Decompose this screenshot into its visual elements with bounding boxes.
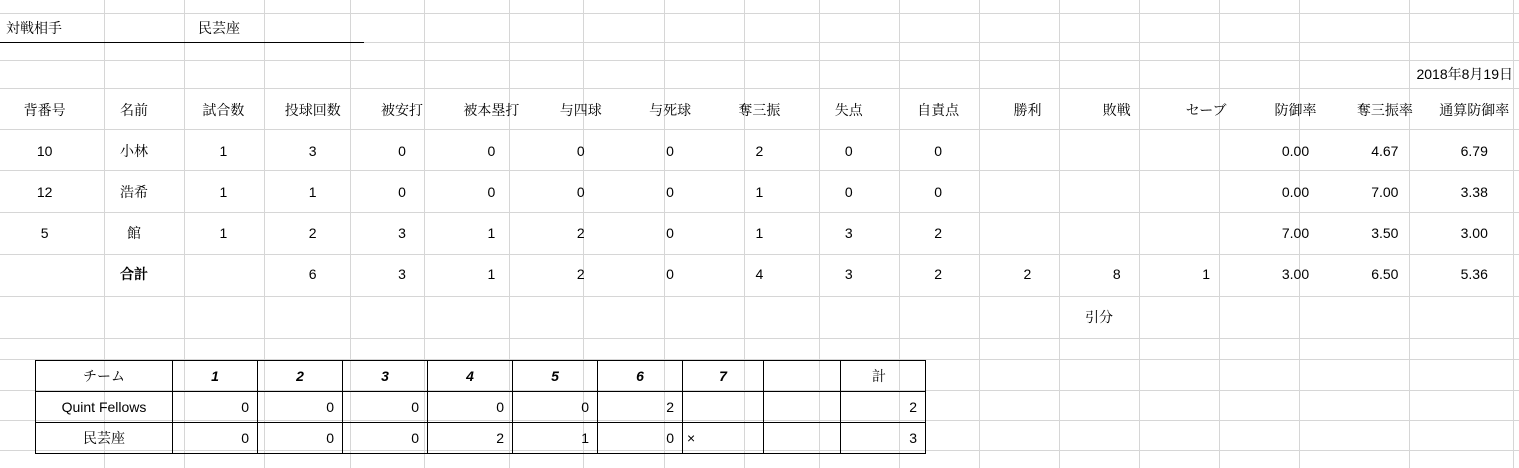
column-header-inning-4: 4 (428, 361, 513, 392)
cell-strikeouts: 4 (755, 265, 764, 282)
cell-runs: 3 (844, 265, 853, 282)
cell-losses (1072, 212, 1161, 253)
cell-innings: 2 (308, 224, 317, 241)
cell-name: 浩希 (120, 183, 149, 200)
cell-inning-4-score: 2 (428, 423, 513, 454)
cell-inning-3-score: 0 (343, 392, 428, 423)
cell-homeruns: 1 (487, 224, 496, 241)
column-header-inning-3: 3 (343, 361, 428, 392)
cell-homeruns: 0 (487, 142, 496, 159)
cell-hit-by-pitch: 0 (666, 183, 674, 200)
column-header-inning-7: 7 (683, 361, 764, 392)
cell-strikeout-rate: 3.50 (1371, 224, 1399, 241)
cell-strikeouts: 2 (755, 142, 764, 159)
gridline (0, 296, 1519, 297)
column-header-earned-runs: 自責点 (917, 101, 960, 118)
cell-inning-2-score: 0 (258, 392, 343, 423)
column-header-wins: 勝利 (1013, 101, 1042, 118)
cell-hit-by-pitch: 0 (666, 265, 674, 282)
cell-name: 館 (127, 224, 142, 241)
column-header-homeruns-allowed: 被本塁打 (463, 101, 520, 118)
cell-inning-1-score: 0 (173, 423, 258, 454)
cell-team-name: Quint Fellows (36, 392, 173, 423)
cell-hit-by-pitch: 0 (666, 224, 674, 241)
cell-wins (983, 171, 1072, 212)
pitching-stats-table (0, 89, 1519, 294)
table-row (0, 130, 1519, 171)
cell-inning-4-score: 0 (428, 392, 513, 423)
linescore-table (35, 360, 926, 454)
cell-walks: 2 (576, 224, 585, 241)
cell-inning-6-score: 0 (598, 423, 683, 454)
opponent-row (0, 14, 364, 43)
cell-team-name: 民芸座 (36, 423, 173, 454)
column-header-name: 名前 (120, 101, 149, 118)
cell-wins: 2 (1023, 265, 1032, 282)
table-row (36, 423, 926, 454)
opponent-label: 対戦相手 (0, 14, 110, 43)
cell-inning-2-score: 0 (258, 423, 343, 454)
cell-earned-runs: 2 (934, 265, 942, 282)
cell-innings: 3 (308, 142, 317, 159)
cell-homeruns: 1 (487, 265, 496, 282)
gridline (0, 338, 1519, 339)
cell-hit-by-pitch: 0 (666, 142, 674, 159)
cell-era: 0.00 (1281, 183, 1310, 200)
cell-inning-1-score: 0 (173, 392, 258, 423)
cell-runs: 3 (844, 224, 853, 241)
cell-losses (1072, 171, 1161, 212)
column-header-hit-by-pitch: 与死球 (649, 101, 692, 118)
column-header-total: 計 (841, 361, 926, 392)
table-row (0, 212, 1519, 253)
column-header-runs: 失点 (834, 101, 863, 118)
cell-inning-7-score (683, 392, 764, 423)
cell-inning-7-score: × (683, 423, 764, 454)
cell-strikeout-rate: 7.00 (1371, 183, 1399, 200)
cell-saves (1161, 212, 1250, 253)
cell-inning-5-score: 1 (513, 423, 598, 454)
cell-hits-allowed: 3 (398, 265, 406, 282)
cell-uniform-number: 5 (40, 224, 49, 241)
cell-innings: 1 (308, 183, 317, 200)
column-header-strikeout-rate: 奪三振率 (1356, 101, 1413, 118)
cell-losses: 8 (1112, 265, 1121, 282)
table-row (0, 14, 364, 43)
column-header-inning-5: 5 (513, 361, 598, 392)
cell-walks: 0 (576, 142, 585, 159)
cell-era: 7.00 (1281, 224, 1310, 241)
column-header-inning-1: 1 (173, 361, 258, 392)
cell-name: 小林 (120, 142, 149, 159)
cell-earned-runs: 2 (934, 224, 942, 241)
cell-era: 3.00 (1281, 265, 1310, 282)
cell-games: 1 (219, 183, 228, 200)
cell-hits-allowed: 0 (398, 142, 406, 159)
cell-uniform-number (0, 253, 89, 294)
cell-games (179, 253, 268, 294)
column-header-inning-6: 6 (598, 361, 683, 392)
cell-inning-5-score: 0 (513, 392, 598, 423)
cell-career-era: 3.38 (1460, 183, 1488, 200)
table-total-row (0, 253, 1519, 294)
column-header-team: チーム (36, 361, 173, 392)
cell-inning-3-score: 0 (343, 423, 428, 454)
column-header-games: 試合数 (202, 101, 245, 118)
cell-total-score: 3 (841, 423, 926, 454)
cell-career-era: 5.36 (1460, 265, 1488, 282)
cell-losses (1072, 130, 1161, 171)
table-row (36, 392, 926, 423)
cell-saves (1161, 130, 1250, 171)
column-header-innings: 投球回数 (284, 101, 341, 118)
cell-blank (764, 392, 841, 423)
cell-uniform-number: 12 (36, 183, 53, 200)
column-header-era: 防御率 (1274, 101, 1317, 118)
cell-hits-allowed: 3 (398, 224, 406, 241)
cell-saves (1161, 171, 1250, 212)
game-date: 2018年8月19日 (1416, 66, 1513, 82)
cell-total-label: 合計 (120, 265, 149, 282)
opponent-blank (110, 14, 190, 43)
draws-label: 引分 (1085, 309, 1113, 325)
cell-strikeout-rate: 6.50 (1371, 265, 1399, 282)
cell-earned-runs: 0 (934, 142, 942, 159)
cell-career-era: 6.79 (1460, 142, 1488, 159)
column-header-saves: セーブ (1185, 101, 1227, 118)
column-header-career-era: 通算防御率 (1439, 101, 1510, 118)
table-header-row (36, 361, 926, 392)
cell-hits-allowed: 0 (398, 183, 406, 200)
opponent-name[interactable]: 民芸座 (190, 14, 364, 43)
column-header-strikeouts: 奪三振 (738, 101, 781, 118)
cell-uniform-number: 10 (36, 142, 53, 159)
cell-wins (983, 212, 1072, 253)
cell-homeruns: 0 (487, 183, 496, 200)
cell-walks: 2 (576, 265, 585, 282)
cell-games: 1 (219, 142, 228, 159)
cell-strikeouts: 1 (755, 224, 764, 241)
cell-strikeouts: 1 (755, 183, 764, 200)
column-header-blank (764, 361, 841, 392)
cell-saves: 1 (1202, 265, 1211, 282)
cell-blank (764, 423, 841, 454)
cell-wins (983, 130, 1072, 171)
table-row (0, 171, 1519, 212)
cell-runs: 0 (844, 183, 853, 200)
cell-innings: 6 (308, 265, 317, 282)
cell-total-score: 2 (841, 392, 926, 423)
table-header-row (0, 89, 1519, 130)
cell-era: 0.00 (1281, 142, 1310, 159)
column-header-losses: 敗戦 (1102, 101, 1131, 118)
gridline (0, 60, 1519, 61)
cell-walks: 0 (576, 183, 585, 200)
cell-earned-runs: 0 (934, 183, 942, 200)
column-header-uniform-number: 背番号 (23, 101, 66, 118)
column-header-walks: 与四球 (559, 101, 602, 118)
cell-inning-6-score: 2 (598, 392, 683, 423)
cell-strikeout-rate: 4.67 (1371, 142, 1399, 159)
column-header-inning-2: 2 (258, 361, 343, 392)
cell-runs: 0 (844, 142, 853, 159)
cell-career-era: 3.00 (1460, 224, 1488, 241)
column-header-hits-allowed: 被安打 (381, 101, 424, 118)
cell-games: 1 (219, 224, 228, 241)
